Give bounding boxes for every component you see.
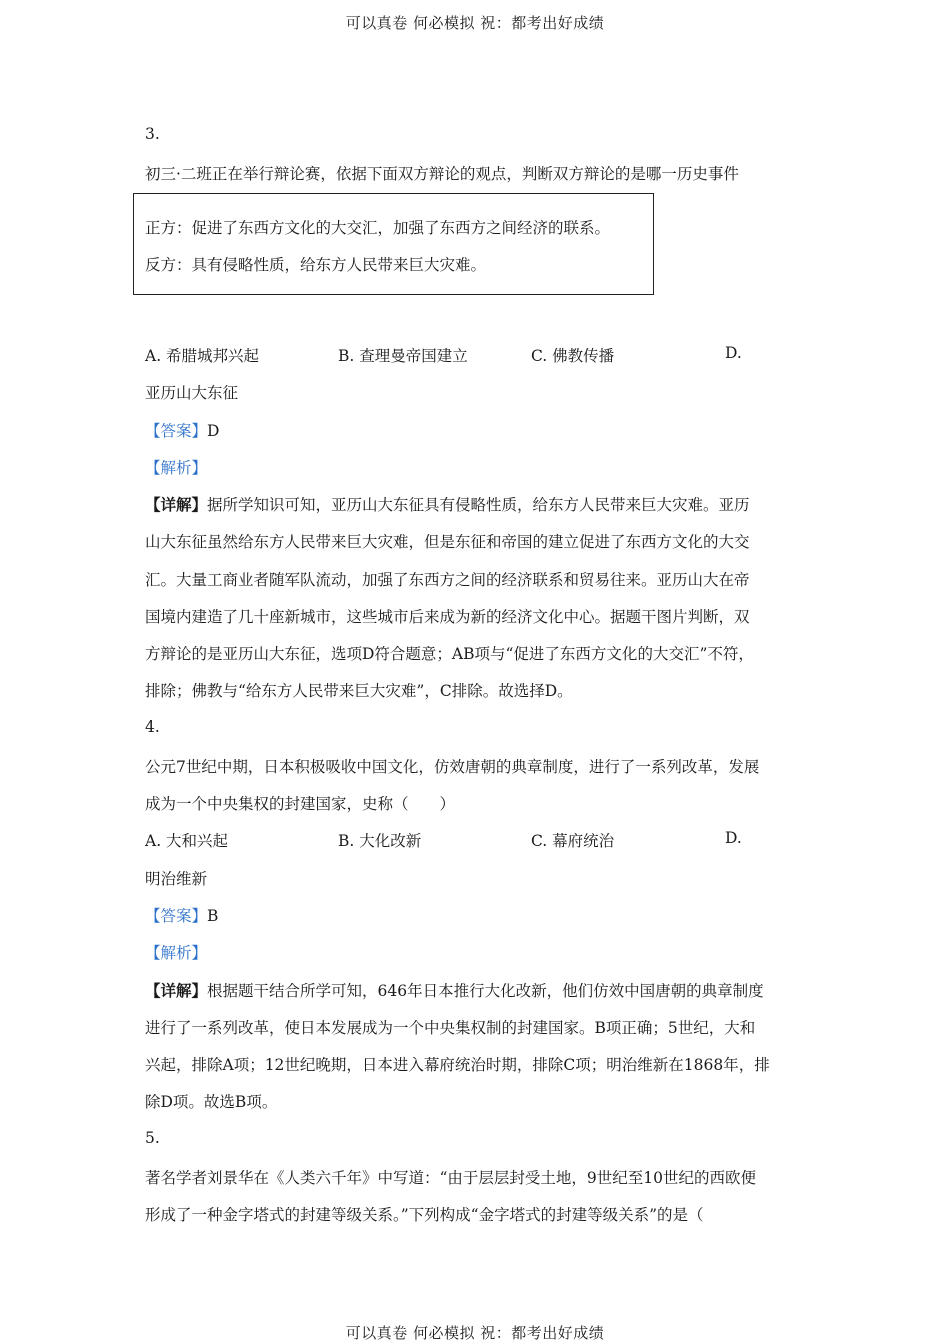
question-number: 5. xyxy=(145,1129,160,1147)
option-d: D. xyxy=(725,344,742,362)
option-c: C. 幕府统治 xyxy=(531,832,615,850)
answer-tag: 【答案】 xyxy=(145,422,208,440)
detail-line: 排除；佛教与“给东方人民带来巨大灾难”，C排除。故选择D。 xyxy=(145,682,573,700)
question-number: 3. xyxy=(145,125,160,143)
answer-value: D xyxy=(207,422,220,440)
detail-line: 【详解】据所学知识可知，亚历山大东征具有侵略性质，给东方人民带来巨大灾难。亚历 xyxy=(145,495,750,514)
option-b: B. 查理曼帝国建立 xyxy=(338,347,468,365)
detail-line: 【详解】根据题干结合所学可知，646年日本推行大化改新，他们仿效中国唐朝的典章制度 xyxy=(145,981,764,1000)
question-stem: 著名学者刘景华在《人类六千年》中写道：“由于层层封受土地，9世纪至10世纪的西欧便 xyxy=(145,1169,757,1187)
analysis-tag: 【解析】 xyxy=(145,944,208,962)
debate-viewpoints-box xyxy=(133,193,654,295)
affirmative-viewpoint: 正方：促进了东西方文化的大交汇，加强了东西方之间经济的联系。 xyxy=(145,219,611,237)
answer-value: B xyxy=(207,907,219,925)
option-d-text: 亚历山大东征 xyxy=(145,384,239,402)
negative-viewpoint: 反方：具有侵略性质，给东方人民带来巨大灾难。 xyxy=(145,256,487,274)
option-a: A. 大和兴起 xyxy=(145,832,229,850)
page-footer: 可以真卷 何必模拟 祝：都考出好成绩 xyxy=(345,1324,605,1342)
detail-line: 国境内建造了几十座新城市，这些城市后来成为新的经济文化中心。据题干图片判断，双 xyxy=(145,608,750,626)
detail-line: 山大东征虽然给东方人民带来巨大灾难，但是东征和帝国的建立促进了东西方文化的大交 xyxy=(145,533,750,551)
question-number: 4. xyxy=(145,718,160,736)
detail-line: 兴起，排除A项；12世纪晚期，日本进入幕府统治时期，排除C项；明治维新在1868年，排 xyxy=(145,1056,770,1074)
detail-line: 除D项。故选B项。 xyxy=(145,1093,278,1111)
option-d-text: 明治维新 xyxy=(145,870,208,888)
answer-line xyxy=(145,419,219,441)
option-c: C. 佛教传播 xyxy=(531,347,615,365)
question-stem: 成为一个中央集权的封建国家，史称（ ） xyxy=(145,795,456,813)
analysis-tag: 【解析】 xyxy=(145,459,208,477)
question-stem: 形成了一种金字塔式的封建等级关系。”下列构成“金字塔式的封建等级关系”的是（ xyxy=(145,1206,704,1224)
option-a: A. 希腊城邦兴起 xyxy=(145,347,260,365)
option-d: D. xyxy=(725,829,742,847)
question-stem: 公元7世纪中期，日本积极吸收中国文化，仿效唐朝的典章制度，进行了一系列改革，发展 xyxy=(145,758,760,776)
detail-line: 进行了一系列改革，使日本发展成为一个中央集权制的封建国家。B项正确；5世纪，大和 xyxy=(145,1019,756,1037)
answer-tag: 【答案】 xyxy=(145,907,208,925)
detail-tag: 【详解】 xyxy=(145,981,208,1000)
page-header: 可以真卷 何必模拟 祝：都考出好成绩 xyxy=(345,14,605,32)
question-stem: 初三·二班正在举行辩论赛，依据下面双方辩论的观点，判断双方辩论的是哪一历史事件 xyxy=(145,165,739,183)
detail-line: 方辩论的是亚历山大东征，选项D符合题意；AB项与“促进了东西方文化的大交汇”不符， xyxy=(145,645,754,663)
answer-line xyxy=(145,904,218,926)
detail-tag: 【详解】 xyxy=(145,495,208,514)
detail-line: 汇。大量工商业者随军队流动，加强了东西方之间的经济联系和贸易往来。亚历山大在帝 xyxy=(145,571,750,589)
option-b: B. 大化改新 xyxy=(338,832,422,850)
